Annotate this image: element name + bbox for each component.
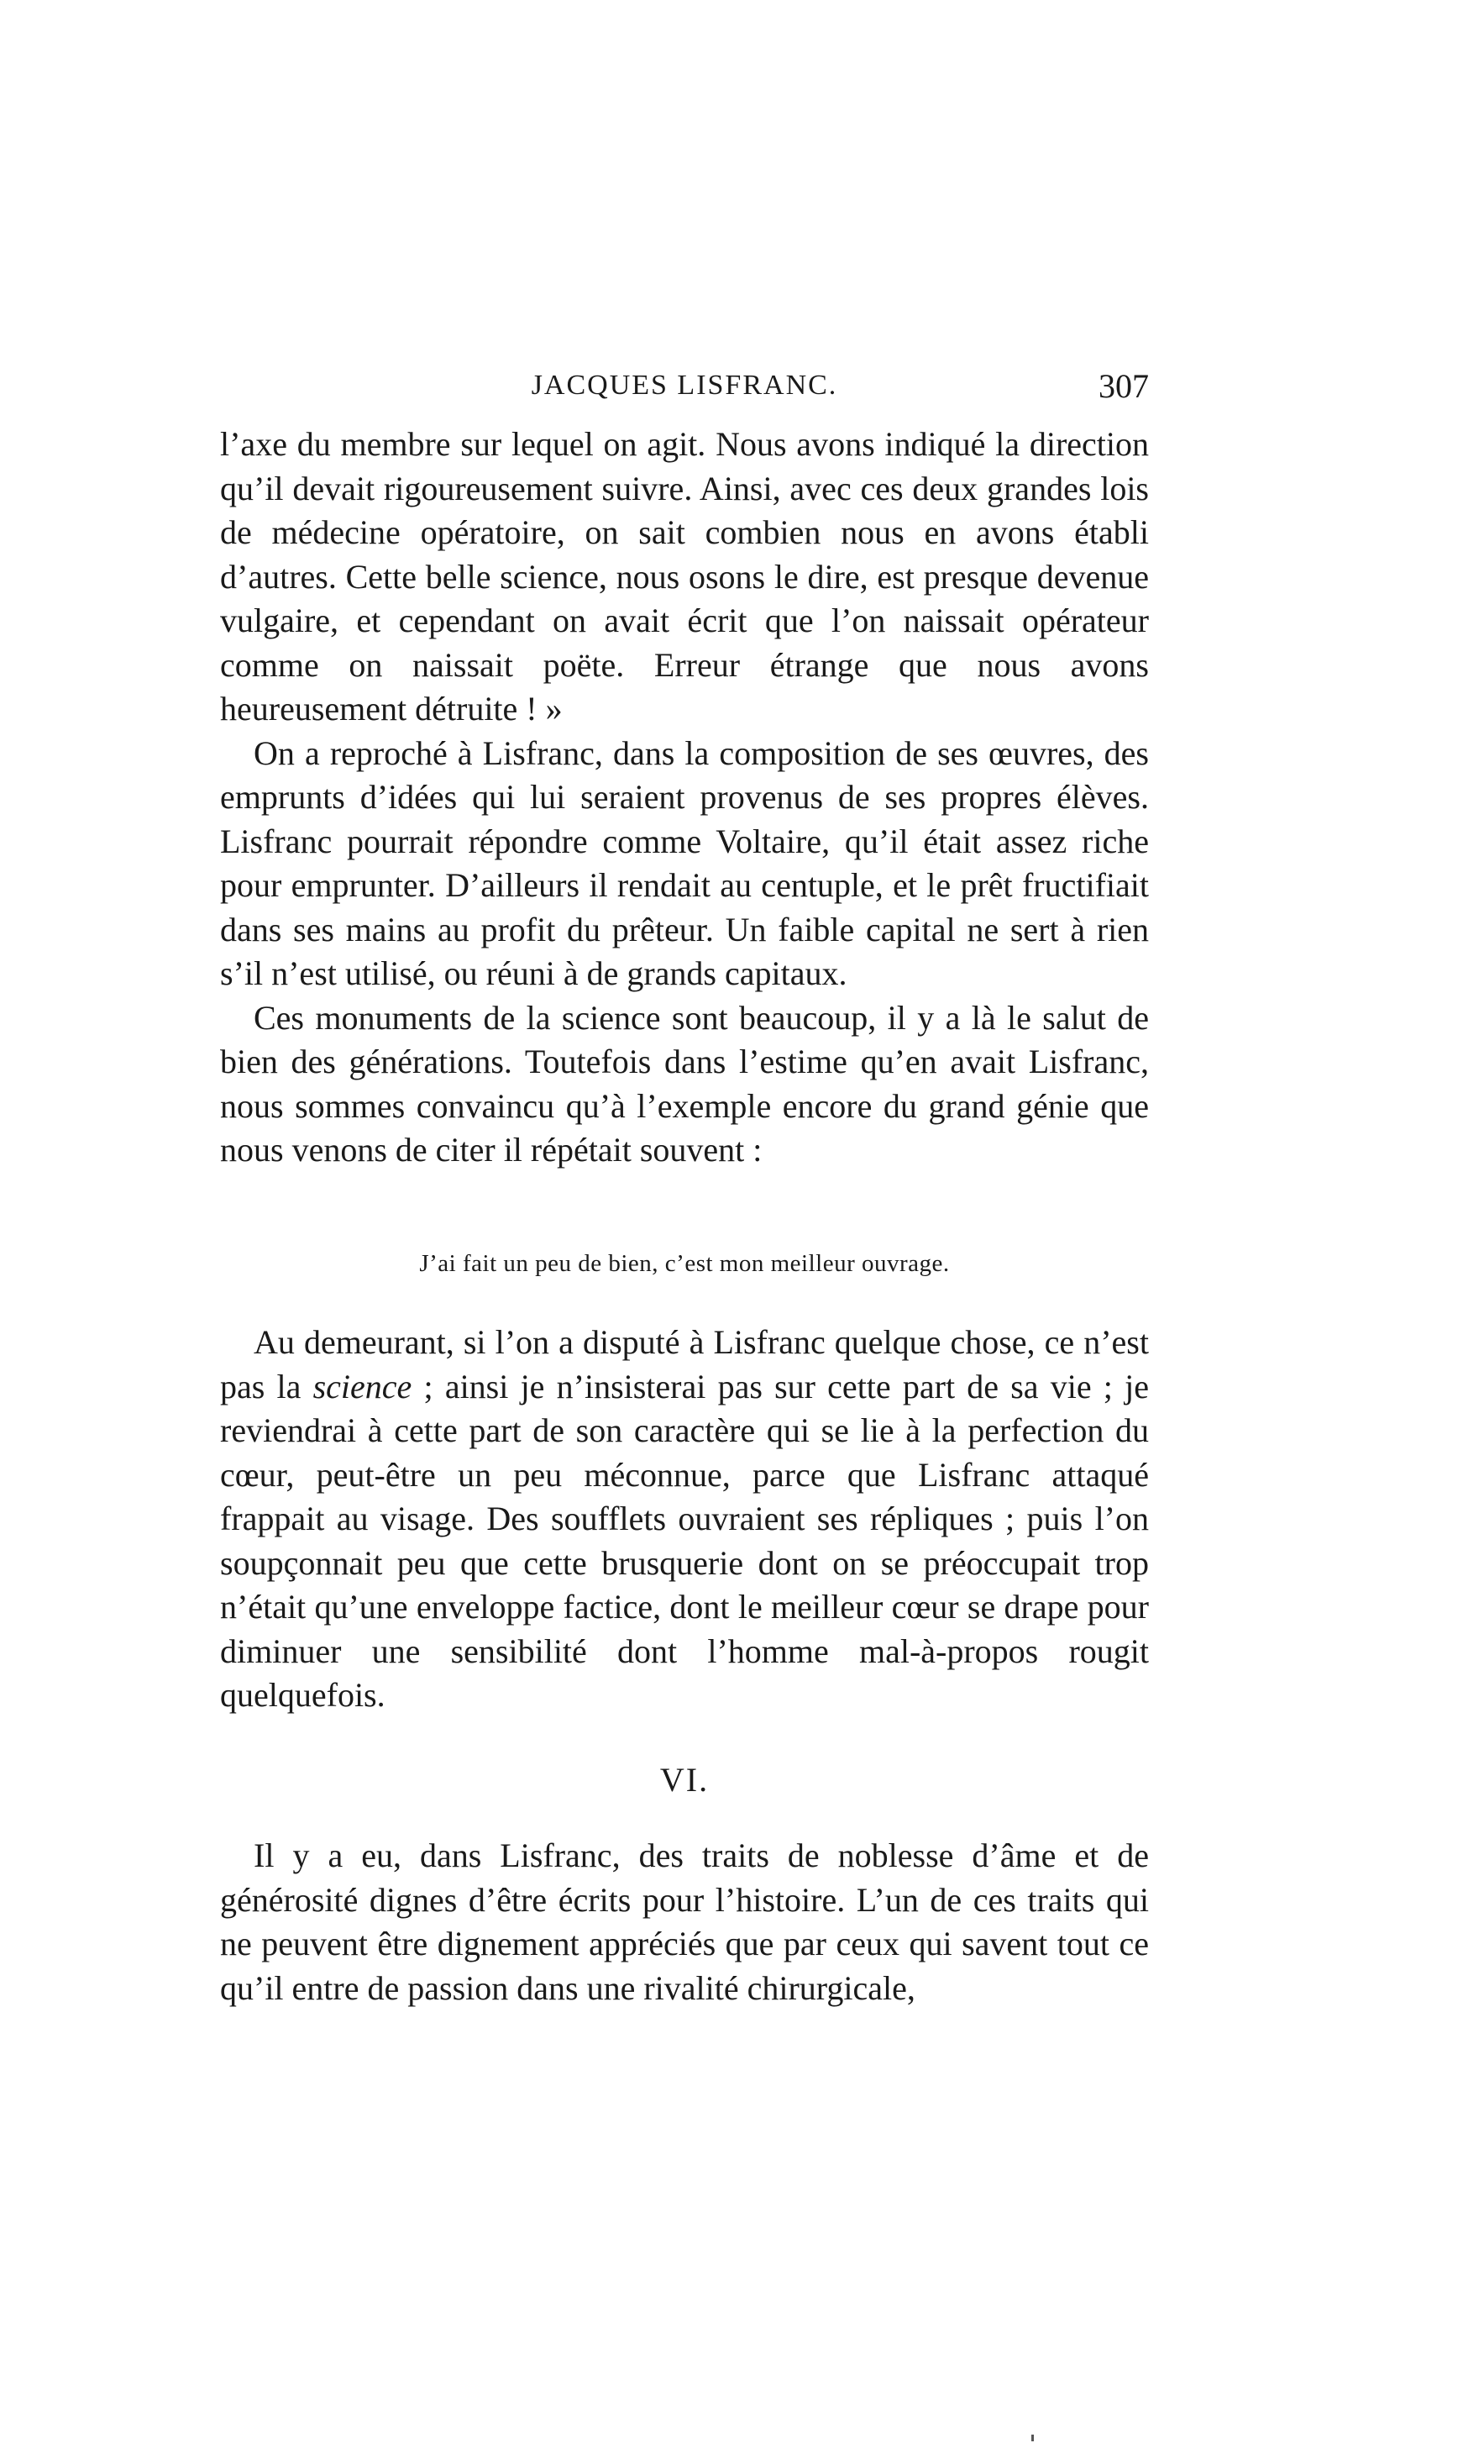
text-block-top — [220, 423, 1149, 1173]
page-number: 307 — [1099, 367, 1149, 405]
emphasis-text: science — [312, 1367, 412, 1405]
paragraph: Il y a eu, dans Lisfranc, des traits de noblesse d’âme et de générosité dignes d’être écrits pour l’histoire. L’un de ces traits qui ne peuvent être dignement appréciés que par ceux qui savent tout ce qu’il entre de passion dans une rivalité chirurgicale, — [220, 1836, 1149, 2007]
section-heading: VI. — [659, 1761, 710, 1799]
paragraph-text: ; ainsi je n’insisterai pas sur cette part de sa vie ; je reviendrai à cette part de son caractère qui se lie à la perfection du cœur, peut-être un peu méconnue, parce que Lisfranc attaqué frappait au visage. Des soufflets ouvraient ses répliques ; puis l’on soupçonnait peu que cette brusquerie dont on se préoccupait trop n’était qu’une enveloppe factice, dont le meilleur cœur se drape pour diminuer une sensibilité dont l’homme mal-à-propos rougit quelquefois. — [220, 1367, 1149, 1714]
paragraph — [220, 1321, 1149, 1718]
paragraph: Ces monuments de la science sont beaucoup, il y a là le salut de bien des générations. Toutefois dans l’estime qu’en avait Lisfranc, nous sommes convaincu qu’à l’exemple encore du grand génie que nous venons de citer il répétait souvent : — [220, 998, 1149, 1169]
page-header — [220, 367, 1149, 420]
scan-speck — [1031, 2435, 1034, 2441]
verse-quote: J’ai fait un peu de bien, c’est mon meilleur ouvrage. — [419, 1250, 950, 1277]
text-block-middle — [220, 1321, 1149, 1718]
text-block-bottom — [220, 1834, 1149, 2010]
paragraph-continuation: l’axe du membre sur lequel on agit. Nous avons indiqué la direction qu’il devait rigoureusement suivre. Ainsi, avec ces deux grandes lois de médecine opératoire, on sait combien nous en avons établi d’autres. Cette belle science, nous osons le dire, est presque devenue vulgaire, et cependant on avait écrit que l’on naissait opérateur comme on naissait poëte. Erreur étrange que nous avons heureusement détruite ! » — [220, 425, 1149, 728]
paragraph: On a reproché à Lisfranc, dans la composition de ses œuvres, des emprunts d’idées qui lui seraient provenus de ses propres élèves. Lisfranc pourrait répondre comme Voltaire, qu’il était assez riche pour emprunter. D’ailleurs il rendait au centuple, et le prêt fructifiait dans ses mains au profit du prêteur. Un faible capital ne sert à rien s’il n’est utilisé, ou réuni à de grands capitaux. — [220, 733, 1149, 992]
paragraph-text: Au demeurant, si l’on a disputé à Lisfranc quelque chose, ce n’est pas la — [220, 1323, 1149, 1405]
running-head: JACQUES LISFRANC. — [531, 370, 838, 401]
